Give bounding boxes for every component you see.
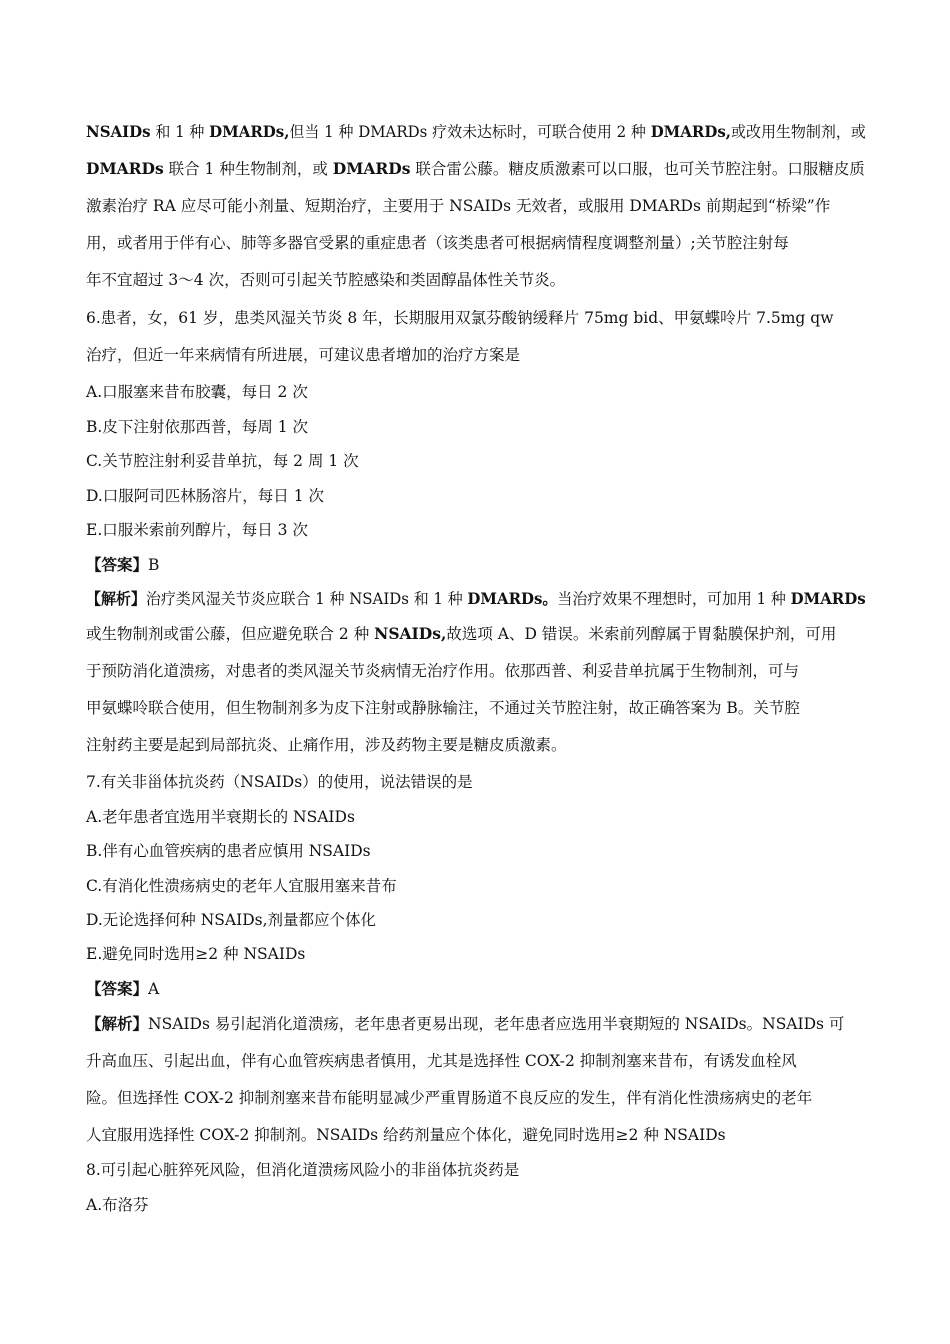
text-line bbox=[86, 1125, 726, 1145]
text-line bbox=[86, 772, 473, 792]
text-line bbox=[86, 807, 355, 827]
text-segment: 险。但选择性 COX-2 抑制剂塞来昔布能明显减少严重胃肠道不良反应的发生，伴有消化性溃疡病史的老年 bbox=[86, 1089, 813, 1107]
text-segment: 8.可引起心脏猝死风险，但消化道溃疡风险小的非甾体抗炎药是 bbox=[86, 1161, 520, 1179]
bold-text-segment: DMARDs bbox=[332, 159, 411, 178]
text-segment: D.无论选择何种 NSAIDs,剂量都应个体化 bbox=[86, 911, 377, 929]
text-segment: B.皮下注射依那西普，每周 1 次 bbox=[86, 418, 309, 436]
text-segment: 甲氨蝶呤联合使用，但生物制剂多为皮下注射或静脉输注，不通过关节腔注射，故正确答案为 B。关节腔 bbox=[86, 699, 800, 717]
text-line bbox=[86, 944, 305, 964]
text-segment: D.口服阿司匹林肠溶片，每日 1 次 bbox=[86, 487, 325, 505]
text-line bbox=[86, 1088, 812, 1108]
text-segment: B bbox=[148, 556, 160, 574]
text-line bbox=[86, 417, 308, 437]
text-segment: 联合 1 种生物制剂，或 bbox=[163, 160, 333, 178]
text-segment: 治疗类风湿关节炎应联合 1 种 NSAIDs 和 1 种 bbox=[145, 590, 468, 608]
text-segment: E.避免同时选用≥2 种 NSAIDs bbox=[86, 945, 306, 963]
text-line bbox=[86, 308, 833, 328]
bold-text-segment: DMARDs bbox=[790, 589, 866, 608]
text-segment: A bbox=[148, 980, 160, 998]
text-line bbox=[86, 979, 159, 999]
text-line bbox=[86, 382, 308, 402]
text-line bbox=[86, 1014, 844, 1034]
text-segment: 6.患者，女，61 岁，患类风湿关节炎 8 年，长期服用双氯芬酸钠缓释片 75mg bid、甲氨蝶呤片 7.5mg qw bbox=[86, 309, 834, 327]
bold-text-segment: 【答案】 bbox=[86, 555, 149, 574]
text-segment: 联合雷公藤。糖皮质激素可以口服，也可关节腔注射。口服糖皮质 bbox=[410, 160, 865, 178]
text-segment: B.伴有心血管疾病的患者应慎用 NSAIDs bbox=[86, 842, 371, 860]
text-segment: 年不宜超过 3～4 次，否则可引起关节腔感染和类固醇晶体性关节炎。 bbox=[86, 271, 566, 289]
text-segment: 和 1 种 bbox=[150, 123, 210, 141]
text-line bbox=[86, 345, 520, 365]
text-line bbox=[86, 841, 371, 861]
text-segment: 注射药主要是起到局部抗炎、止痛作用，涉及药物主要是糖皮质激素。 bbox=[86, 736, 567, 754]
text-line bbox=[86, 661, 799, 681]
text-segment: 或生物制剂或雷公藤，但应避免联合 2 种 bbox=[86, 625, 375, 643]
text-segment: 用，或者用于伴有心、肺等多器官受累的重症患者（该类患者可根据病情程度调整剂量）;关节腔注射每 bbox=[86, 234, 789, 252]
text-line bbox=[86, 1195, 149, 1215]
text-segment: 于预防消化道溃疡，对患者的类风湿关节炎病情无治疗作用。依那西普、利妥昔单抗属于生物制剂，可与 bbox=[86, 662, 800, 680]
text-segment: 但当 1 种 DMARDs 疗效未达标时，可联合使用 2 种 bbox=[289, 123, 651, 141]
text-line bbox=[86, 1051, 797, 1071]
text-line bbox=[86, 451, 359, 471]
text-line bbox=[86, 735, 567, 755]
text-segment: C.有消化性溃疡病史的老年人宜服用塞来昔布 bbox=[86, 877, 397, 895]
text-line bbox=[86, 233, 789, 253]
text-segment: A.布洛芬 bbox=[86, 1196, 149, 1214]
bold-text-segment: DMARDs bbox=[86, 159, 164, 178]
text-line bbox=[86, 159, 865, 179]
text-line bbox=[86, 122, 866, 142]
text-segment: NSAIDs 易引起消化道溃疡，老年患者更易出现，老年患者应选用半衰期短的 NSAIDs。NSAIDs 可 bbox=[148, 1015, 845, 1033]
text-segment: 故选项 A、D 错误。米索前列醇属于胃黏膜保护剂，可用 bbox=[446, 625, 837, 643]
text-segment: 当治疗效果不理想时，可加用 1 种 bbox=[557, 590, 791, 608]
text-segment: 或改用生物制剂，或 bbox=[730, 123, 866, 141]
text-segment: A.口服塞来昔布胶囊，每日 2 次 bbox=[86, 383, 308, 401]
text-line bbox=[86, 196, 830, 216]
text-line bbox=[86, 555, 159, 575]
text-line bbox=[86, 876, 397, 896]
text-line bbox=[86, 1160, 519, 1180]
text-line bbox=[86, 624, 836, 644]
bold-text-segment: 【答案】 bbox=[86, 979, 149, 998]
text-segment: 人宜服用选择性 COX-2 抑制剂。NSAIDs 给药剂量应个体化，避免同时选用≥2 种 NSAIDs bbox=[86, 1126, 726, 1144]
bold-text-segment: 【解析】 bbox=[86, 589, 146, 608]
bold-text-segment: DMARDs, bbox=[209, 122, 290, 141]
bold-text-segment: 【解析】 bbox=[86, 1014, 149, 1033]
text-segment: 7.有关非甾体抗炎药（NSAIDs）的使用，说法错误的是 bbox=[86, 773, 473, 791]
text-segment: 治疗，但近一年来病情有所进展，可建议患者增加的治疗方案是 bbox=[86, 346, 521, 364]
text-segment: A.老年患者宜选用半衰期长的 NSAIDs bbox=[86, 808, 355, 826]
text-segment: 激素治疗 RA 应尽可能小剂量、短期治疗，主要用于 NSAIDs 无效者，或服用 DMARDs 前期起到“桥梁”作 bbox=[86, 197, 831, 215]
bold-text-segment: DMARDs。 bbox=[467, 589, 558, 608]
text-line bbox=[86, 910, 376, 930]
bold-text-segment: NSAIDs, bbox=[374, 624, 447, 643]
text-segment: C.关节腔注射利妥昔单抗，每 2 周 1 次 bbox=[86, 452, 359, 470]
text-segment: E.口服米索前列醇片，每日 3 次 bbox=[86, 521, 308, 539]
text-segment: 升高血压、引起出血，伴有心血管疾病患者慎用，尤其是选择性 COX-2 抑制剂塞来昔布，有诱发血栓风 bbox=[86, 1052, 797, 1070]
text-line bbox=[86, 486, 324, 506]
text-line bbox=[86, 698, 800, 718]
text-line bbox=[86, 270, 565, 290]
text-line bbox=[86, 589, 866, 609]
text-line bbox=[86, 520, 308, 540]
bold-text-segment: NSAIDs bbox=[86, 122, 151, 141]
bold-text-segment: DMARDs, bbox=[650, 122, 731, 141]
